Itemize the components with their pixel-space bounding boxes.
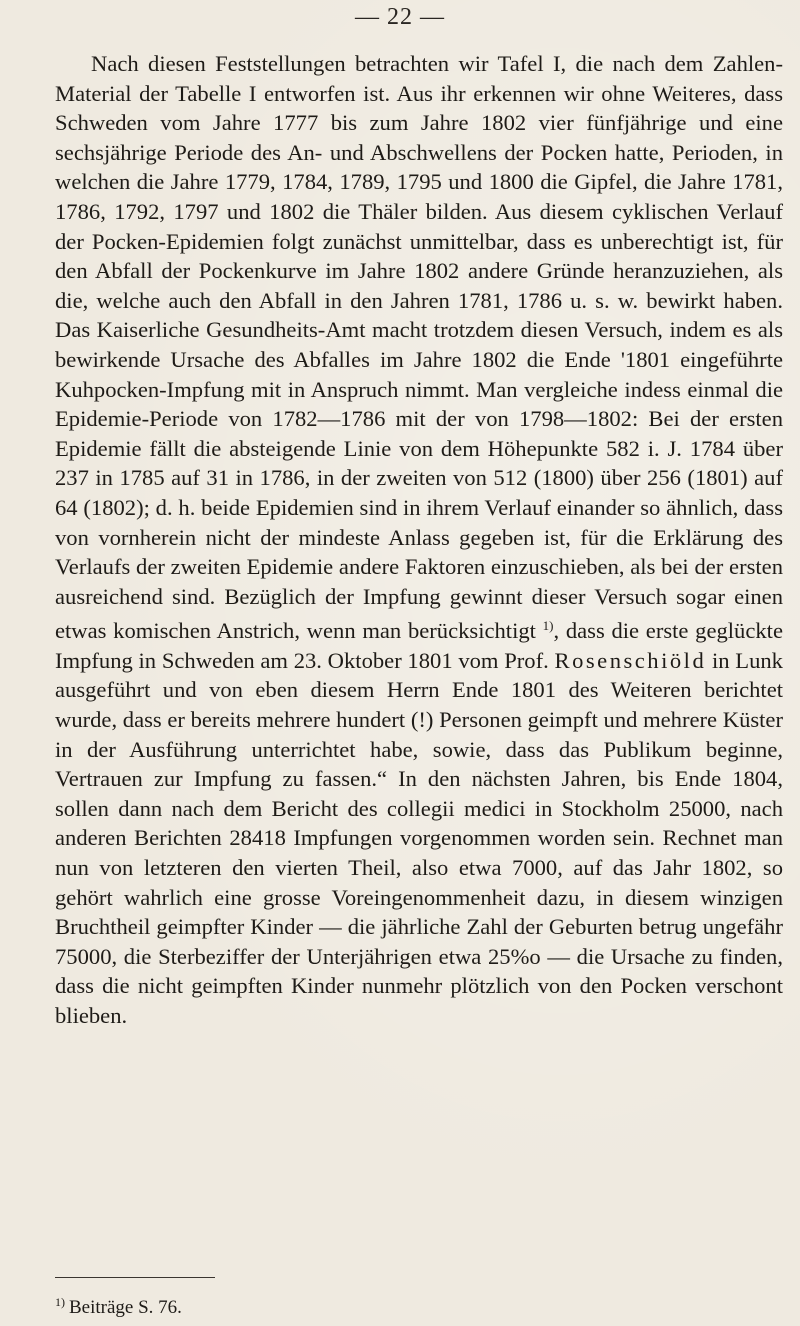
page-number: — 22 — [355, 4, 445, 30]
footnote-reference: 1) [542, 618, 554, 634]
paragraph-text-continued: , dass die erste geglückte Impfung in Schweden am 23. Oktober 1801 vom Prof. [55, 618, 783, 673]
spaced-name: Rosenschiöld [554, 647, 707, 673]
paragraph-text-end: in Lunk ausgeführt und von eben diesem Herrn Ende 1801 des Weiteren berichtet wurde, dass er bereits mehrere hundert (!) Personen geimpft und mehrere Küster in der Ausführung unterrichtet habe, sowie, dass das Publikum beginne, Vertrauen zur Impfung zu fassen.“ In den nächsten Jahren, bis Ende 1804, sollen dann nach dem Bericht des collegii medici in Stockholm 25000, nach anderen Berichten 28418 Impfungen vorgenommen worden sein. Rechnet man nun von letzteren den vierten Theil, also etwa 7000, auf das Jahr 1802, so gehört wahrlich eine grosse Voreingenommenheit dazu, in diesem winzigen Bruchtheil geimpfter Kinder — die jährliche Zahl der Geburten betrug ungefähr 75000, die Sterbeziffer der Unterjährigen etwa 25%o — die Ursache zu finden, dass die nicht geimpften Kinder nunmehr plötzlich von den Pocken verschont blieben. [55, 647, 783, 1028]
footnote-mark: 1) [55, 1295, 65, 1309]
paragraph-text: Nach diesen Feststellungen betrachten wir Tafel I, die nach dem Zahlen-Material der Tabelle I entworfen ist. Aus ihr erkennen wir ohne Weiteres, dass Schweden vom Jahre 1777 bis zum Jahre 1802 vier fünfjährige und eine sechsjährige Periode des An- und Abschwellens der Pocken hatte, Perioden, in welchen die Jahre 1779, 1784, 1789, 1795 und 1800 die Gipfel, die Jahre 1781, 1786, 1792, 1797 und 1802 die Thäler bilden. Aus diesem cyklischen Verlauf der Pocken-Epidemien folgt zunächst unmittelbar, dass es unberechtigt ist, für den Abfall der Pockenkurve im Jahre 1802 andere Gründe heranzuziehen, als die, welche auch den Abfall in den Jahren 1781, 1786 u. s. w. bewirkt haben. Das Kaiserliche Gesundheits-Amt macht trotzdem diesen Versuch, indem es als bewirkende Ursache des Abfalles im Jahre 1802 die Ende '1801 eingeführte Kuhpocken-Impfung mit in Anspruch nimmt. Man vergleiche indess einmal die Epidemie-Periode von 1782—1786 mit der von 1798—1802: Bei der ersten Epidemie fällt die absteigende Linie von dem Höhepunkte 582 i. J. 1784 über 237 in 1785 auf 31 in 1786, in der zweiten von 512 (1800) über 256 (1801) auf 64 (1802); d. h. beide Epidemien sind in ihrem Verlauf einander so ähnlich, dass von vornherein nicht der mindeste Anlass gegeben ist, für die Erklärung des Verlaufs der zweiten Epidemie andere Faktoren einzuschieben, als bei der ersten ausreichend sind. Bezüglich der Impfung gewinnt dieser Versuch sogar einen etwas komischen Anstrich, wenn man berücksichtigt [55, 51, 783, 644]
footnote [55, 1290, 182, 1320]
footnote-divider [55, 1277, 215, 1278]
footnote-text: Beiträge S. 76. [69, 1297, 182, 1318]
body-paragraph [55, 49, 783, 1031]
